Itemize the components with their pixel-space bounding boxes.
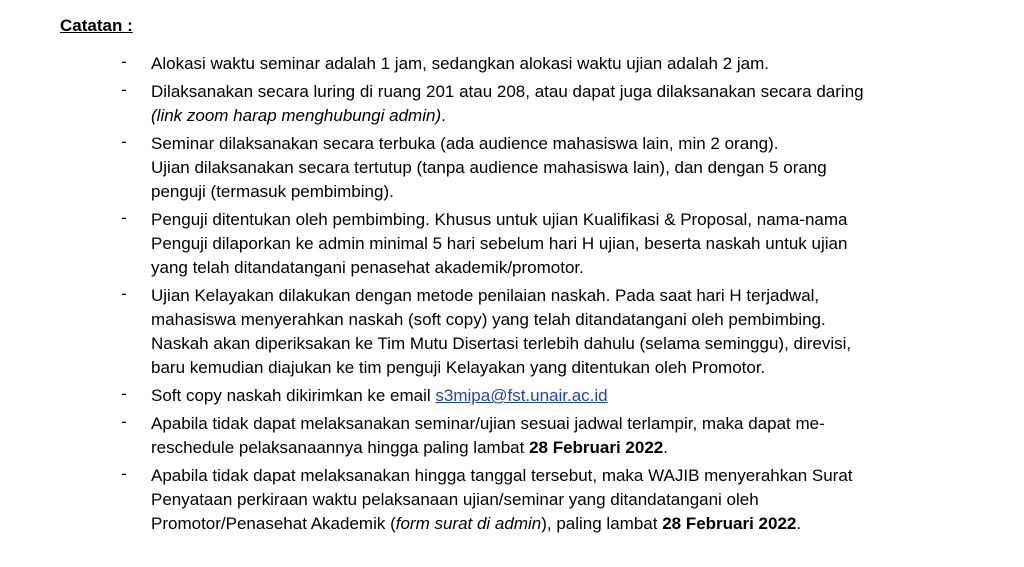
list-bullet: -	[121, 52, 127, 71]
list-bullet: -	[121, 80, 127, 99]
list-bullet: -	[121, 464, 127, 483]
list-item-text: mahasiswa menyerahkan naskah (soft copy) yang telah ditandatangani oleh pembimbing.	[151, 310, 826, 329]
list-item-text: Promotor/Penasehat Akademik (form surat di admin), paling lambat 28 Februari 2022.	[151, 514, 802, 533]
list-item	[0, 80, 1024, 128]
list-item	[0, 284, 1024, 380]
list-item	[0, 464, 1024, 536]
list-item	[0, 208, 1024, 280]
list-item-text: Naskah akan diperiksakan ke Tim Mutu Disertasi terlebih dahulu (selama seminggu), direvisi,	[151, 334, 852, 353]
list-item-text: Penguji dilaporkan ke admin minimal 5 hari sebelum hari H ujian, beserta naskah untuk ujian	[151, 234, 848, 253]
list-item-text: Apabila tidak dapat melaksanakan seminar/ujian sesuai jadwal terlampir, maka dapat me-	[151, 414, 825, 433]
list-item-text: reschedule pelaksanaannya hingga paling lambat 28 Februari 2022.	[151, 438, 668, 457]
list-item-text: Seminar dilaksanakan secara terbuka (ada audience mahasiswa lain, min 2 orang).	[151, 134, 779, 153]
list-item-text: Penguji ditentukan oleh pembimbing. Khusus untuk ujian Kualifikasi & Proposal, nama-nama	[151, 210, 848, 229]
list-bullet: -	[121, 284, 127, 303]
italic-note: form surat di admin	[395, 514, 542, 533]
email-link[interactable]: s3mipa@fst.unair.ac.id	[435, 386, 608, 405]
deadline-date: 28 Februari 2022	[529, 438, 664, 457]
list-bullet: -	[121, 208, 127, 227]
list-item-text: baru kemudian diajukan ke tim penguji Kelayakan yang ditentukan oleh Promotor.	[151, 358, 766, 377]
list-item	[0, 52, 1024, 76]
list-item-text: Alokasi waktu seminar adalah 1 jam, sedangkan alokasi waktu ujian adalah 2 jam.	[151, 54, 770, 73]
list-bullet: -	[121, 132, 127, 151]
list-item-text: Penyataan perkiraan waktu pelaksanaan ujian/seminar yang ditandatangani oleh	[151, 490, 759, 509]
list-item-text: penguji (termasuk pembimbing).	[151, 182, 394, 201]
list-item-text: Ujian Kelayakan dilakukan dengan metode penilaian naskah. Pada saat hari H terjadwal,	[151, 286, 820, 305]
list-item	[0, 132, 1024, 204]
list-item-text: Ujian dilaksanakan secara tertutup (tanpa audience mahasiswa lain), dan dengan 5 orang	[151, 158, 827, 177]
list-bullet: -	[121, 384, 127, 403]
list-item-text: yang telah ditandatangani penasehat akademik/promotor.	[151, 258, 584, 277]
list-item	[0, 412, 1024, 460]
list-item-text: (link zoom harap menghubungi admin).	[151, 106, 446, 125]
deadline-date: 28 Februari 2022	[662, 514, 797, 533]
list-bullet: -	[121, 412, 127, 431]
list-item-text: Apabila tidak dapat melaksanakan hingga tanggal tersebut, maka WAJIB menyerahkan Surat	[151, 466, 853, 485]
list-item-text: Soft copy naskah dikirimkan ke email s3mipa@fst.unair.ac.id	[151, 386, 608, 405]
page-title: Catatan :	[60, 16, 133, 35]
italic-note: (link zoom harap menghubungi admin)	[151, 106, 442, 125]
list-item-text: Dilaksanakan secara luring di ruang 201 atau 208, atau dapat juga dilaksanakan secara daring	[151, 82, 864, 101]
list-item	[0, 384, 1024, 408]
notes-list	[0, 52, 1024, 536]
